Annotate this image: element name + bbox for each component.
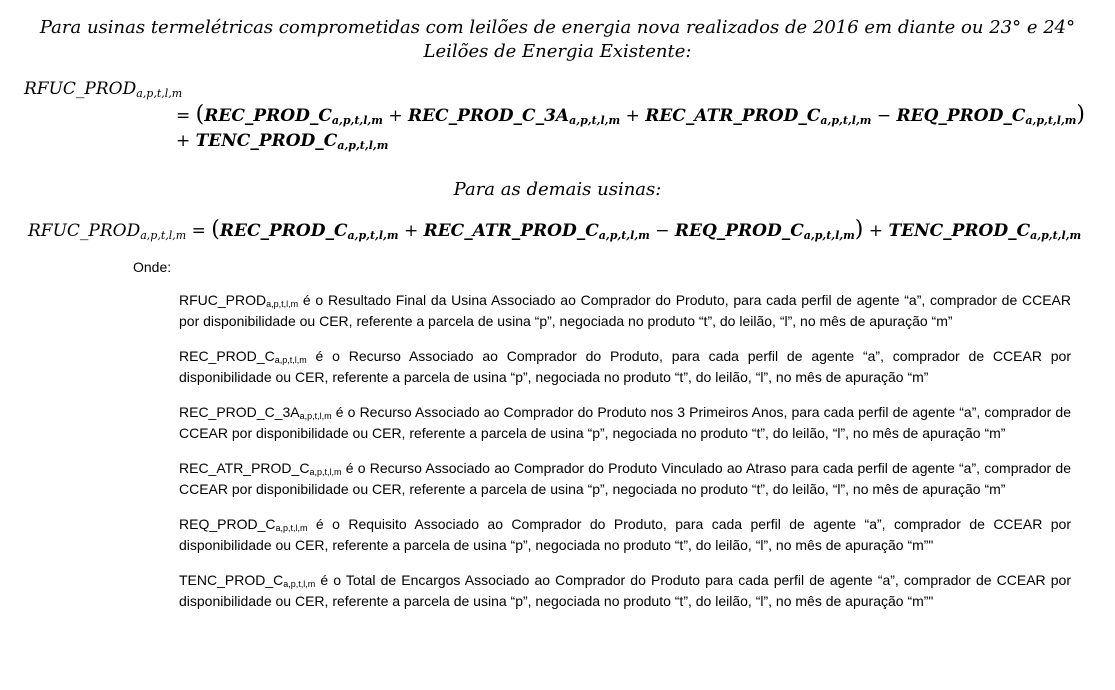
eq2-open-paren: ( (211, 217, 220, 242)
eq1-open-paren: ( (195, 102, 205, 127)
definition-rec-atr-prod-c (179, 458, 1071, 500)
eq1-rec-sub: a,p,t,l,m (331, 114, 383, 127)
definition-term: REC_PROD_C_3A (179, 404, 300, 420)
definition-req-prod-c (179, 514, 1071, 556)
definition-term: REC_PROD_C (179, 348, 275, 364)
eq1-tenc-sub: a,p,t,l,m (337, 139, 389, 152)
eq1-close-paren: ) (1076, 102, 1086, 127)
definition-rec-prod-c (179, 346, 1071, 388)
eq1-rfuc-term: RFUC_PROD (24, 79, 137, 99)
eq1-req-sub: a,p,t,l,m (1025, 114, 1077, 127)
eq1-req-term: REQ_PROD_C (896, 106, 1026, 126)
eq1-rec3a-sub: a,p,t,l,m (569, 114, 621, 127)
equation-1-continuation (176, 130, 388, 152)
definition-rec-prod-c-3a (179, 402, 1071, 444)
eq2-plus-1: + (403, 221, 419, 241)
definition-text: é o Recurso Associado ao Comprador do Produto nos 3 Primeiros Anos, para cada perfil de agente “a”, comprador de CCEAR por disponibilidade ou CER, referente a parcela de usina “p”, negociada no produto “t”, do leilão, “l”, no mês de apuração “m” (179, 404, 1071, 441)
heading-thermal-plants: Para usinas termelétricas comprometidas com leilões de energia nova realizados de 2016 em diante ou 23° e 24° Leilões de Energia Existente: (39, 17, 1076, 62)
eq1-plus-2: + (625, 106, 640, 126)
eq1-plus-3: + (176, 131, 196, 151)
definition-sub: a,p,t,l,m (309, 467, 342, 477)
eq2-equals: = (191, 221, 206, 241)
eq2-rfuc-sub: a,p,t,l,m (140, 229, 187, 242)
eq1-rec-term: REC_PROD_C (204, 106, 332, 126)
onde-label: Onde: (133, 259, 172, 275)
eq1-rec3a-term: REC_PROD_C_3A (407, 106, 570, 126)
eq1-equals: = (176, 106, 196, 126)
eq2-req-sub: a,p,t,l,m (803, 229, 855, 242)
eq2-rec-term: REC_PROD_C (219, 221, 348, 241)
definition-sub: a,p,t,l,m (275, 523, 308, 533)
eq1-tenc-term: TENC_PROD_C (195, 131, 338, 151)
eq1-rfuc-sub: a,p,t,l,m (136, 87, 183, 100)
definition-term: TENC_PROD_C (179, 572, 284, 588)
heading-other-plants: Para as demais usinas: (453, 179, 662, 200)
eq2-tenc-term: TENC_PROD_C (888, 221, 1031, 241)
definition-term: REC_ATR_PROD_C (179, 460, 310, 476)
equation-1-lhs (24, 78, 182, 100)
definition-rfuc-prod (179, 290, 1071, 332)
definition-sub: a,p,t,l,m (266, 299, 299, 309)
definition-sub: a,p,t,l,m (274, 355, 307, 365)
definitions-list (179, 290, 1071, 626)
eq2-recatr-sub: a,p,t,l,m (598, 229, 650, 242)
definition-text: é o Total de Encargos Associado ao Comprador do Produto para cada perfil de agente “a”, comprador de CCEAR por disponibilidade ou CER, referente a parcela de usina “p”, negociada no produto “t”, do leilão, “l”, no mês de apuração “m”" (179, 572, 1071, 609)
eq2-plus-2: + (868, 221, 884, 241)
definition-term: REQ_PROD_C (179, 516, 276, 532)
eq2-rec-sub: a,p,t,l,m (347, 229, 399, 242)
equation-2 (28, 219, 1081, 242)
eq2-minus: − (655, 221, 670, 241)
definition-text: é o Requisito Associado ao Comprador do Produto, para cada perfil de agente “a”, comprador de CCEAR por disponibilidade ou CER, referente a parcela de usina “p”, negociada no produto “t”, do leilão, “l”, no mês de apuração “m”" (179, 516, 1071, 553)
eq2-tenc-sub: a,p,t,l,m (1030, 229, 1082, 242)
eq2-rfuc-term: RFUC_PROD (28, 221, 141, 241)
eq2-close-paren: ) (854, 217, 864, 242)
eq1-recatr-term: REC_ATR_PROD_C (645, 106, 821, 126)
definition-text: é o Resultado Final da Usina Associado ao Comprador do Produto, para cada perfil de agente “a”, comprador de CCEAR por disponibilidade ou CER, referente a parcela de usina “p”, negociada no produto “t”, do leilão, “l”, no mês de apuração “m” (179, 292, 1071, 329)
definition-term: RFUC_PROD (179, 292, 267, 308)
equation-1-rhs (176, 104, 1085, 127)
eq2-req-term: REQ_PROD_C (674, 221, 804, 241)
definition-sub: a,p,t,l,m (299, 411, 332, 421)
definition-sub: a,p,t,l,m (283, 579, 316, 589)
eq1-minus: − (876, 106, 892, 126)
eq2-recatr-term: REC_ATR_PROD_C (423, 221, 599, 241)
definition-text: é o Recurso Associado ao Comprador do Produto Vinculado ao Atraso para cada perfil de agente “a”, comprador de CCEAR por disponibilidade ou CER, referente a parcela de usina “p”, negociada no produto “t”, do leilão, “l”, no mês de apuração “m” (179, 460, 1071, 497)
definition-tenc-prod-c (179, 570, 1071, 612)
eq1-plus-1: + (388, 106, 403, 126)
eq1-recatr-sub: a,p,t,l,m (820, 114, 872, 127)
definition-text: é o Recurso Associado ao Comprador do Produto, para cada perfil de agente “a”, comprador de CCEAR por disponibilidade ou CER, referente a parcela de usina “p”, negociada no produto “t”, do leilão, “l”, no mês de apuração “m” (179, 348, 1071, 385)
